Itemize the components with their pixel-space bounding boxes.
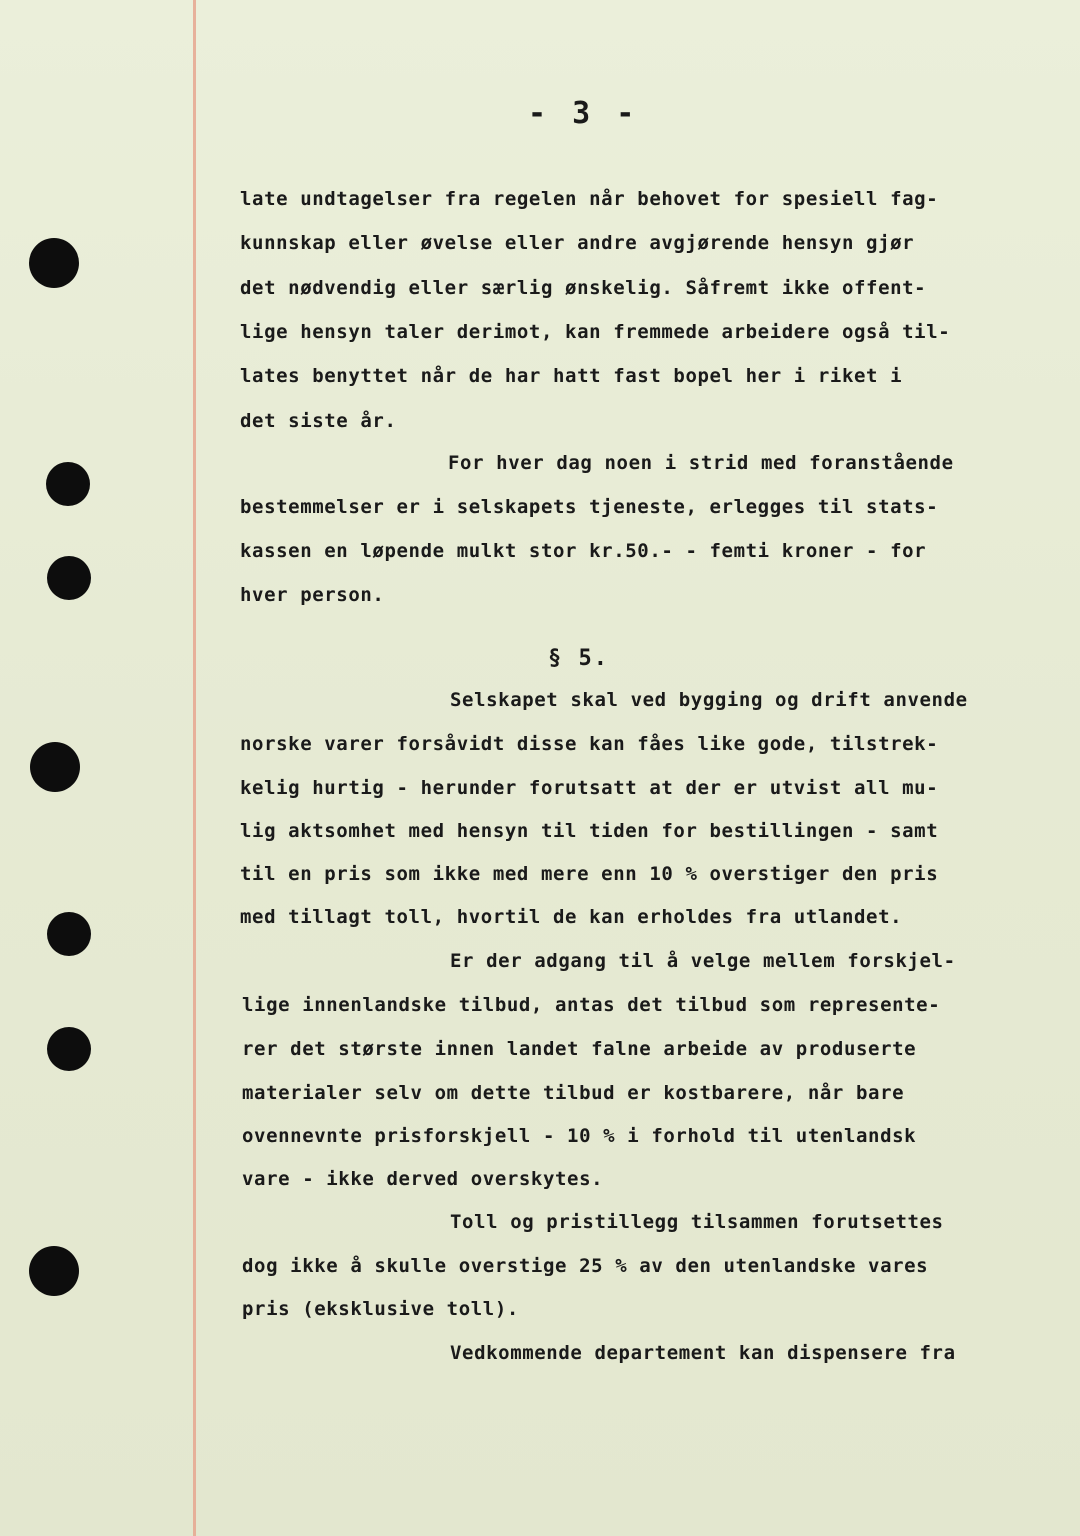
text-line: Vedkommende departement kan dispensere fra <box>450 1342 956 1364</box>
text-line: materialer selv om dette tilbud er kostbarere, når bare <box>242 1082 905 1104</box>
text-line: kunnskap eller øvelse eller andre avgjørende hensyn gjør <box>240 232 915 254</box>
text-line: Er der adgang til å velge mellem forskjel- <box>450 950 956 972</box>
text-line: norske varer forsåvidt disse kan fåes like gode, tilstrek- <box>240 733 939 755</box>
punch-hole <box>47 1027 91 1071</box>
text-line: rer det største innen landet falne arbeide av produserte <box>242 1038 917 1060</box>
text-line: pris (eksklusive toll). <box>242 1298 519 1320</box>
punch-hole <box>29 238 79 288</box>
margin-rule <box>193 0 196 1536</box>
page-number: - 3 - <box>528 96 639 131</box>
punch-hole <box>29 1246 79 1296</box>
text-line: hver person. <box>240 584 385 606</box>
text-line: det siste år. <box>240 410 397 432</box>
punch-hole <box>30 742 80 792</box>
text-line: lates benyttet når de har hatt fast bopel her i riket i <box>240 365 903 387</box>
text-line: til en pris som ikke med mere enn 10 % overstiger den pris <box>240 863 939 885</box>
text-line: Toll og pristillegg tilsammen forutsettes <box>450 1211 944 1233</box>
text-line: ovennevnte prisforskjell - 10 % i forhold til utenlandsk <box>242 1125 917 1147</box>
text-line: lige innenlandske tilbud, antas det tilbud som represente- <box>242 994 941 1016</box>
text-line: dog ikke å skulle overstige 25 % av den utenlandske vares <box>242 1255 929 1277</box>
text-line: lig aktsomhet med hensyn til tiden for bestillingen - samt <box>240 820 939 842</box>
punch-hole <box>47 556 91 600</box>
text-line: kassen en løpende mulkt stor kr.50.- - femti kroner - for <box>240 540 927 562</box>
punch-hole <box>47 912 91 956</box>
text-line: lige hensyn taler derimot, kan fremmede arbeidere også til- <box>240 321 951 343</box>
text-line: late undtagelser fra regelen når behovet for spesiell fag- <box>240 188 939 210</box>
text-line: med tillagt toll, hvortil de kan erholdes fra utlandet. <box>240 906 903 928</box>
text-line: det nødvendig eller særlig ønskelig. Såfremt ikke offent- <box>240 277 927 299</box>
text-line: kelig hurtig - herunder forutsatt at der er utvist all mu- <box>240 777 939 799</box>
punch-hole <box>46 462 90 506</box>
text-line: vare - ikke derved overskytes. <box>242 1168 604 1190</box>
text-line: For hver dag noen i strid med foranstående <box>448 452 954 474</box>
text-line: Selskapet skal ved bygging og drift anvende <box>450 689 968 711</box>
section-heading: § 5. <box>548 646 609 671</box>
text-line: bestemmelser er i selskapets tjeneste, erlegges til stats- <box>240 496 939 518</box>
